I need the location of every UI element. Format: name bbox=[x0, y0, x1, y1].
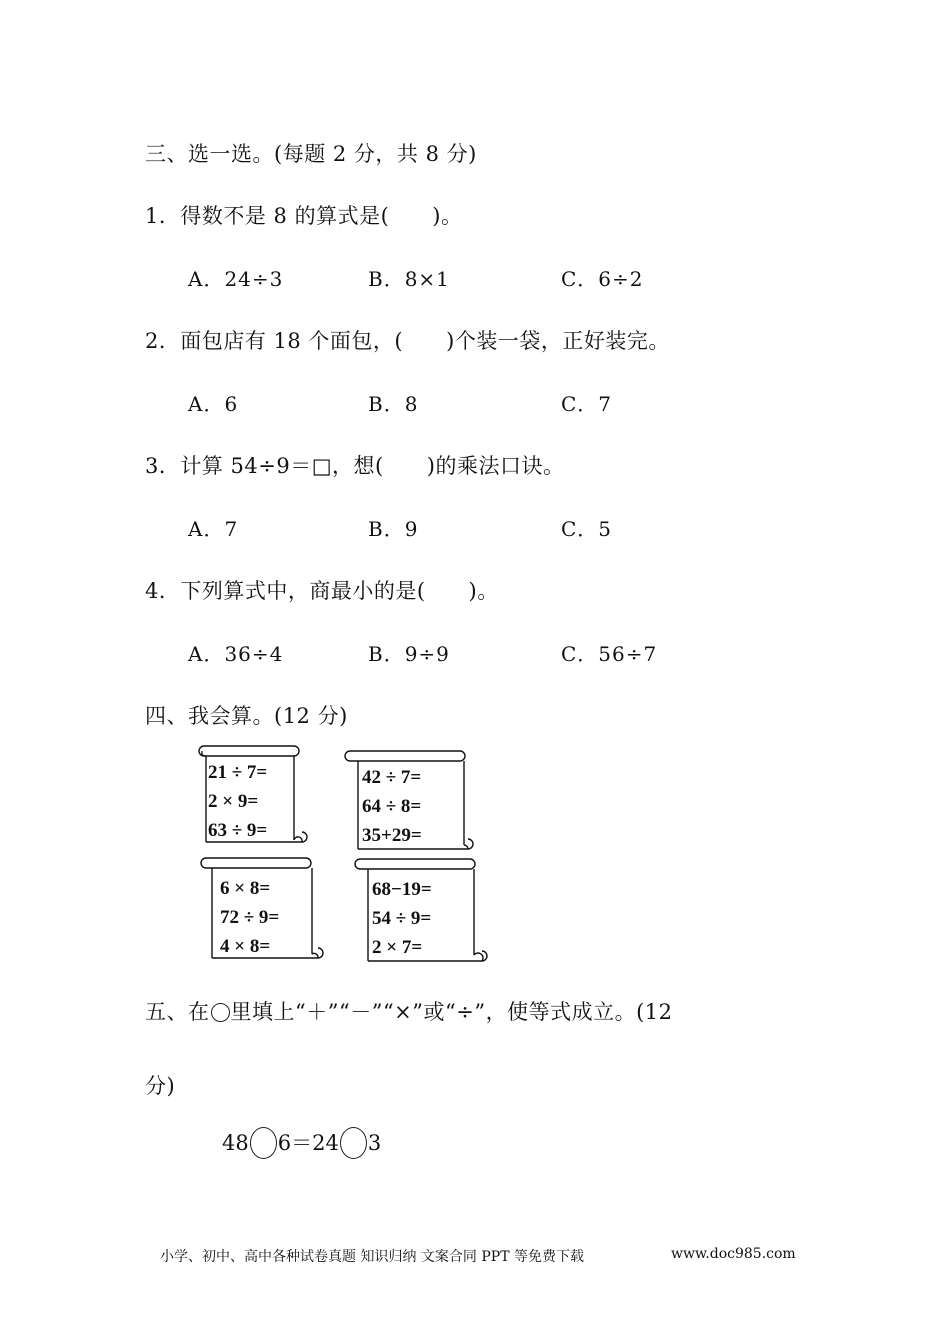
section5-title-before: 五、在 bbox=[145, 1000, 210, 1024]
equation-middle: 6＝24 bbox=[277, 1131, 339, 1155]
equation-row bbox=[222, 1127, 381, 1159]
scroll-2-equation-2: 64 ÷ 8= bbox=[362, 796, 422, 817]
equation-right: 3 bbox=[367, 1131, 382, 1155]
question-4-option-b: B．9÷9 bbox=[368, 642, 450, 666]
question-2-option-b: B．8 bbox=[368, 392, 419, 416]
scroll-1-equation-1: 21 ÷ 7= bbox=[208, 762, 268, 783]
question-1-option-c: C．6÷2 bbox=[561, 267, 644, 291]
circle-blank-icon bbox=[211, 1003, 230, 1022]
question-3-option-a: A．7 bbox=[188, 517, 239, 541]
scroll-card-2 bbox=[344, 749, 478, 855]
question-4-stem: 4．下列算式中，商最小的是( )。 bbox=[145, 579, 499, 603]
scroll-2-equation-3: 35+29= bbox=[362, 825, 422, 846]
answer-circle-1[interactable] bbox=[250, 1127, 277, 1159]
question-2-option-c: C．7 bbox=[561, 392, 613, 416]
footer-url[interactable]: www.doc985.com bbox=[671, 1246, 796, 1262]
section5-title bbox=[145, 996, 673, 1026]
footer-text: 小学、初中、高中各种试卷真题 知识归纳 文案合同 PPT 等免费下载 bbox=[160, 1249, 584, 1265]
section3-title: 三、选一选。(每题 2 分，共 8 分) bbox=[145, 142, 477, 166]
question-4-option-c: C．56÷7 bbox=[561, 642, 658, 666]
scroll-1-equation-2: 2 × 9= bbox=[208, 791, 259, 812]
question-3-option-b: B．9 bbox=[368, 517, 419, 541]
scroll-3-equation-2: 72 ÷ 9= bbox=[220, 907, 280, 928]
question-4-option-a: A．36÷4 bbox=[188, 642, 284, 666]
question-3-option-c: C．5 bbox=[561, 517, 613, 541]
scroll-4-equation-1: 68−19= bbox=[372, 879, 432, 900]
scroll-4-equation-2: 54 ÷ 9= bbox=[372, 908, 432, 929]
section5-title-after: 里填上“＋”“－”“×”或“÷”，使等式成立。(12 bbox=[230, 1000, 673, 1024]
equation-left: 48 bbox=[222, 1131, 249, 1155]
question-2-option-a: A．6 bbox=[188, 392, 239, 416]
scroll-card-1 bbox=[198, 744, 312, 852]
scroll-card-3 bbox=[200, 856, 328, 966]
scroll-card-4 bbox=[354, 857, 494, 967]
section5-title-continued: 分) bbox=[145, 1074, 176, 1098]
scroll-3-equation-3: 4 × 8= bbox=[220, 936, 271, 957]
section4-title: 四、我会算。(12 分) bbox=[145, 704, 348, 728]
question-1-stem: 1．得数不是 8 的算式是( )。 bbox=[145, 204, 463, 228]
scroll-4-equation-3: 2 × 7= bbox=[372, 937, 423, 958]
question-1-option-b: B．8×1 bbox=[368, 267, 450, 291]
question-1-option-a: A．24÷3 bbox=[188, 267, 284, 291]
scroll-2-equation-1: 42 ÷ 7= bbox=[362, 767, 422, 788]
scroll-3-equation-1: 6 × 8= bbox=[220, 878, 271, 899]
answer-circle-2[interactable] bbox=[340, 1127, 367, 1159]
question-3-stem: 3．计算 54÷9＝□，想( )的乘法口诀。 bbox=[145, 454, 565, 478]
scroll-1-equation-3: 63 ÷ 9= bbox=[208, 820, 268, 841]
question-2-stem: 2．面包店有 18 个面包，( )个装一袋，正好装完。 bbox=[145, 329, 670, 353]
